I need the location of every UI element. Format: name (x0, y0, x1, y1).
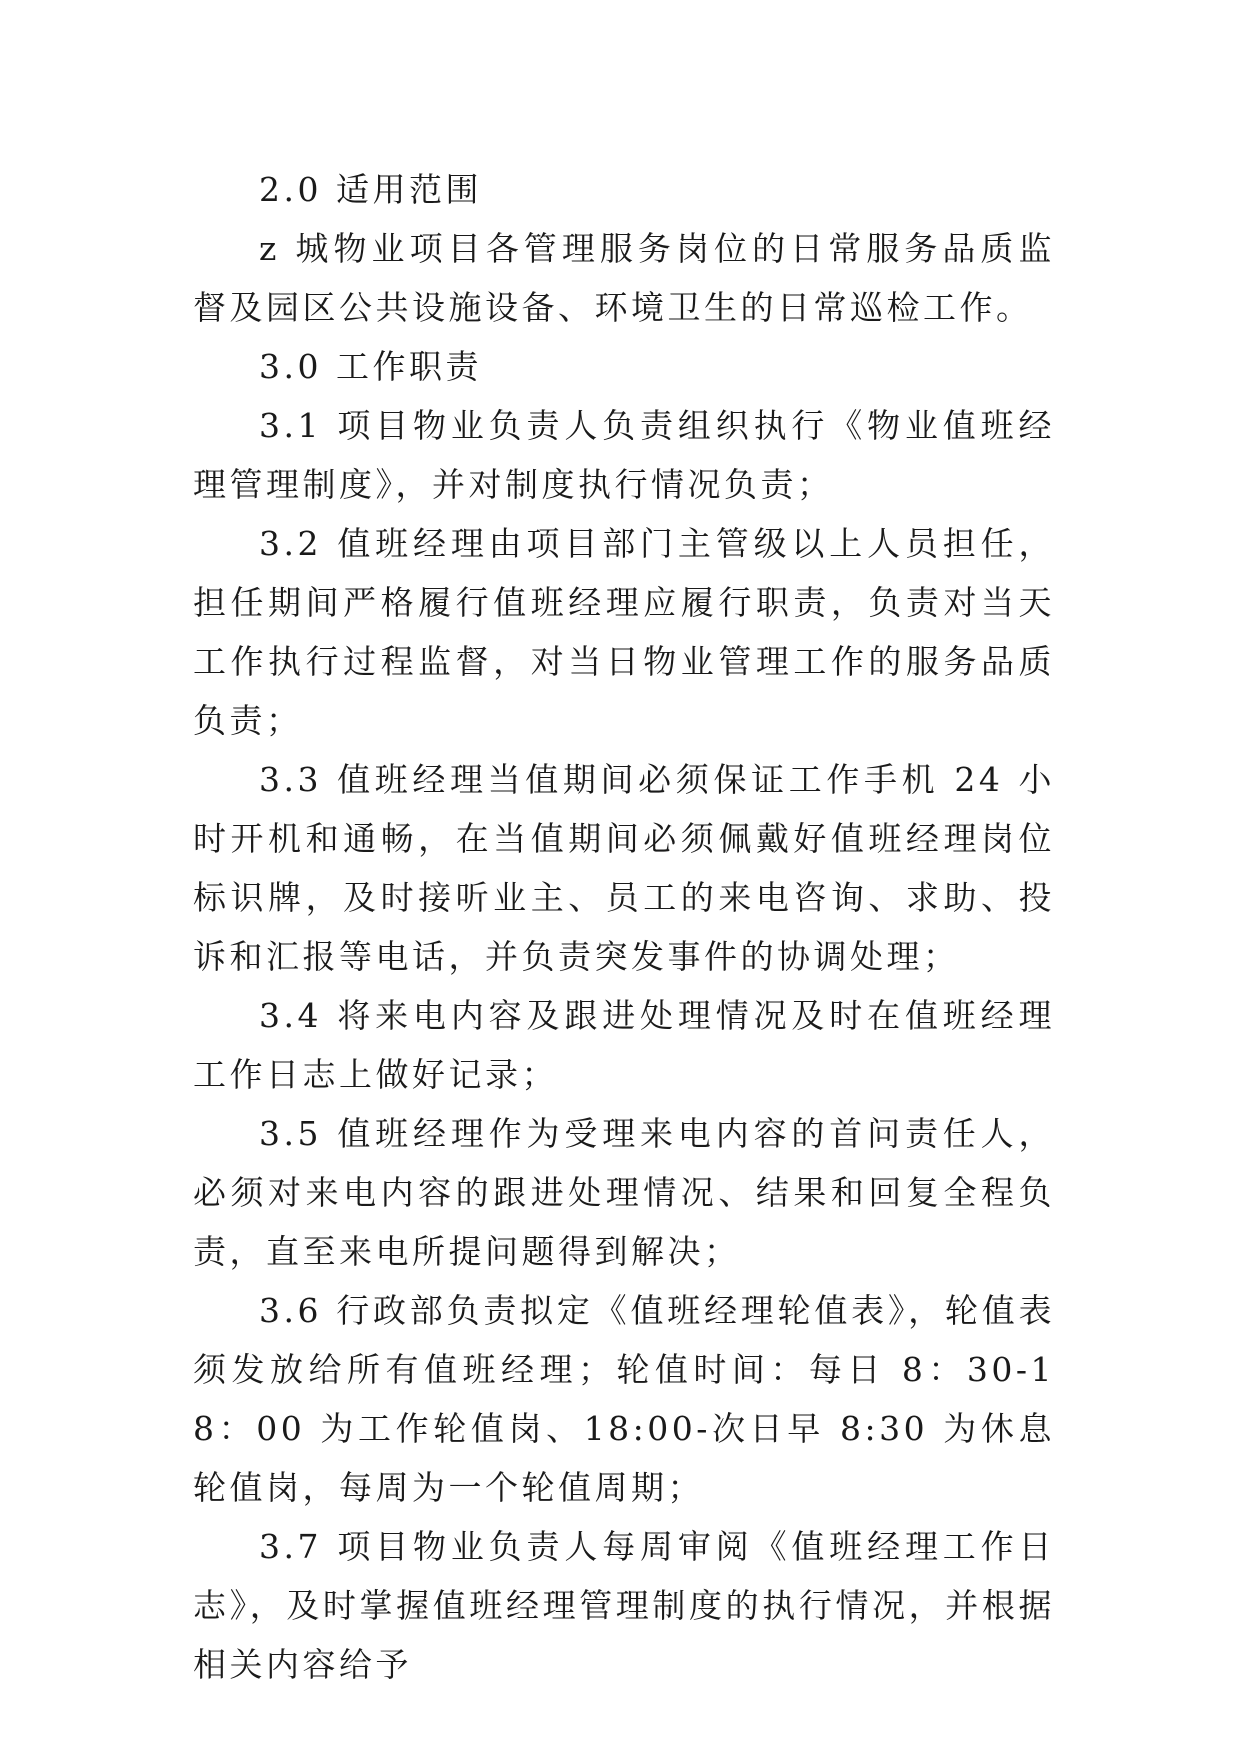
clause-3-7: 3.7 项目物业负责人每周审阅《值班经理工作日志》，及时掌握值班经理管理制度的执行情况，并根据相关内容给予 (193, 1527, 1055, 1684)
clause-3-5: 3.5 值班经理作为受理来电内容的首问责任人，必须对来电内容的跟进处理情况、结果和回复全程负责，直至来电所提问题得到解决； (193, 1114, 1055, 1271)
clause-3-4: 3.4 将来电内容及跟进处理情况及时在值班经理工作日志上做好记录； (193, 996, 1055, 1094)
clause-3-1: 3.1 项目物业负责人负责组织执行《物业值班经理管理制度》，并对制度执行情况负责； (193, 406, 1055, 504)
clause-3-2: 3.2 值班经理由项目部门主管级以上人员担任，担任期间严格履行值班经理应履行职责，负责对当天工作执行过程监督，对当日物业管理工作的服务品质负责； (193, 524, 1055, 740)
section-3-heading: 3.0 工作职责 (259, 347, 482, 386)
document-page (193, 160, 1055, 1694)
section-2-body: z 城物业项目各管理服务岗位的日常服务品质监督及园区公共设施设备、环境卫生的日常巡检工作。 (193, 229, 1055, 327)
clause-3-3: 3.3 值班经理当值期间必须保证工作手机 24 小时开机和通畅，在当值期间必须佩戴好值班经理岗位标识牌，及时接听业主、员工的来电咨询、求助、投诉和汇报等电话，并负责突发事件的协调处理； (193, 760, 1055, 976)
section-2-heading: 2.0 适用范围 (259, 170, 482, 209)
clause-3-6: 3.6 行政部负责拟定《值班经理轮值表》，轮值表须发放给所有值班经理；轮值时间：每日 8：30-18：00 为工作轮值岗、18:00-次日早 8:30 为休息轮值岗，每周为一个轮值周期； (193, 1291, 1055, 1507)
